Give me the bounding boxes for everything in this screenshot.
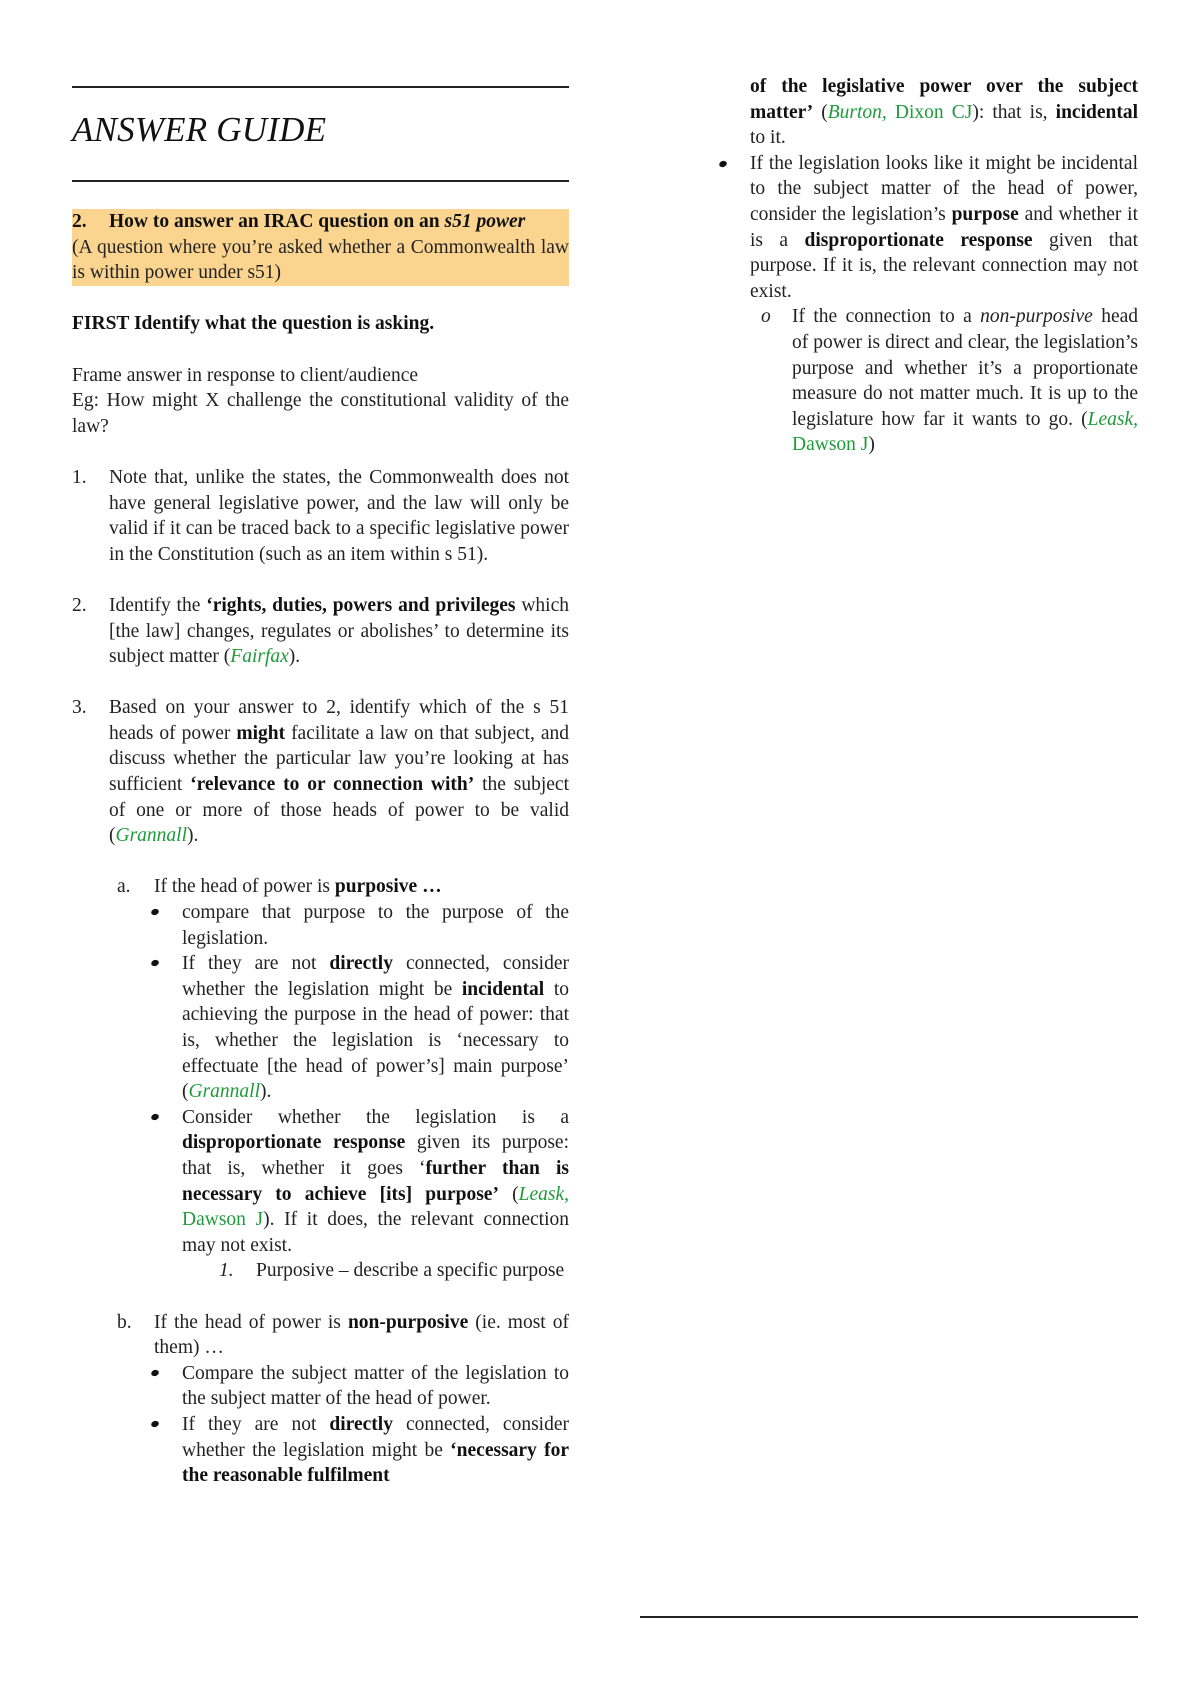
sub-item-b: b. If the head of power is non-purposive (ie. most of them) … bbox=[117, 1311, 570, 1359]
bullet-icon bbox=[150, 908, 159, 916]
list-item-1: 1. Note that, unlike the states, the Commonwealth does not have general legislative power, and the law will only be valid if it can be traced back to a specific legislative power in the Constitution (such as an item within s 51). bbox=[72, 466, 569, 565]
bullet-icon bbox=[150, 1369, 159, 1377]
case-citation: Grannall bbox=[115, 825, 188, 847]
roman-sub-item: 1. Purposive – describe a specific purpose bbox=[219, 1260, 565, 1282]
bullet-icon bbox=[150, 1113, 159, 1121]
page-title: ANSWER GUIDE bbox=[72, 110, 327, 149]
sub-bullet-marker: o bbox=[761, 306, 771, 328]
judge-name: Dawson J bbox=[792, 434, 869, 456]
bullet-item: compare that purpose to the purpose of the legislation. bbox=[72, 900, 569, 951]
left-column bbox=[72, 209, 569, 1489]
bullet-item: Consider whether the legislation is a disproportionate response given its purpose: that is, whether it goes ‘further than is necessary to achieve [its] purpose’ (Leask, Dawson J). If it does, the relevant connection may not exist. bbox=[72, 1105, 569, 1259]
judge-name: Dawson J bbox=[182, 1209, 264, 1231]
bullet-item: If they are not directly connected, consider whether the legislation might be incidental to achieving the purpose in the head of power: that is, whether the legislation is ‘necessary to effectuate [the head of power’s] main purpose’ (Grannall). bbox=[72, 951, 569, 1105]
first-instruction: FIRST Identify what the question is asking. bbox=[72, 313, 435, 335]
case-citation: Fairfax bbox=[230, 646, 289, 668]
list-item-2: 2. Identify the ‘rights, duties, powers and privileges which [the law] changes, regulates or abolishes’ to determine its subject matter (Fairfax). bbox=[72, 594, 569, 668]
section-heading: 2. How to answer an IRAC question on an s51 power bbox=[72, 209, 569, 235]
bullet-icon bbox=[150, 1420, 159, 1428]
case-citation: Grannall bbox=[188, 1081, 261, 1103]
bullet-item: Compare the subject matter of the legislation to the subject matter of the head of power. bbox=[72, 1361, 569, 1412]
section-number: 2. bbox=[72, 211, 87, 232]
section-heading-box bbox=[72, 209, 569, 286]
bullet-icon bbox=[150, 959, 159, 967]
list-item-3: 3. Based on your answer to 2, identify which of the s 51 heads of power might facilitate a law on that subject, and discuss whether the particular law you’re looking at has sufficient ‘relevance to or connection with’ the subject of one or more of those heads of power to be valid (Grannall). bbox=[72, 697, 569, 847]
right-column bbox=[640, 74, 1138, 458]
case-citation: Leask, bbox=[1087, 408, 1138, 430]
example-text: Eg: How might X challenge the constitutional validity of the law? bbox=[72, 390, 569, 437]
sub-item-a: a. If the head of power is purposive … bbox=[117, 876, 442, 898]
frame-text: Frame answer in response to client/audience bbox=[72, 364, 419, 386]
title-underline-rule bbox=[72, 180, 569, 182]
sub-bullet-item: o If the connection to a non-purposive head of power is direct and clear, the legislation’s purpose and whether it’s a proportionate measure do not matter much. It is up to the legislature how far it wants to go. (Leask, Dawson J) bbox=[761, 306, 1138, 456]
judge-name: Dixon CJ bbox=[886, 101, 973, 123]
bullet-icon bbox=[718, 160, 727, 168]
top-rule-left bbox=[72, 86, 569, 88]
case-citation: Burton, bbox=[827, 101, 887, 123]
footer-rule-right bbox=[640, 1616, 1138, 1618]
case-citation: Leask, bbox=[518, 1183, 570, 1205]
bullet-item: If they are not directly connected, consider whether the legislation might be ‘necessary for the reasonable fulfilment bbox=[72, 1412, 569, 1489]
section-note: (A question where you’re asked whether a Commonwealth law is within power under s51) bbox=[72, 236, 569, 284]
bullet-item: If the legislation looks like it might be incidental to the subject matter of the head of power, consider the legislation’s purpose and whether it is a disproportionate response given that purpose. If it is, the relevant connection may not exist. bbox=[640, 151, 1138, 305]
continued-text: of the legislative power over the subject matter’ (Burton, Dixon CJ): that is, incidental to it. bbox=[750, 76, 1138, 149]
